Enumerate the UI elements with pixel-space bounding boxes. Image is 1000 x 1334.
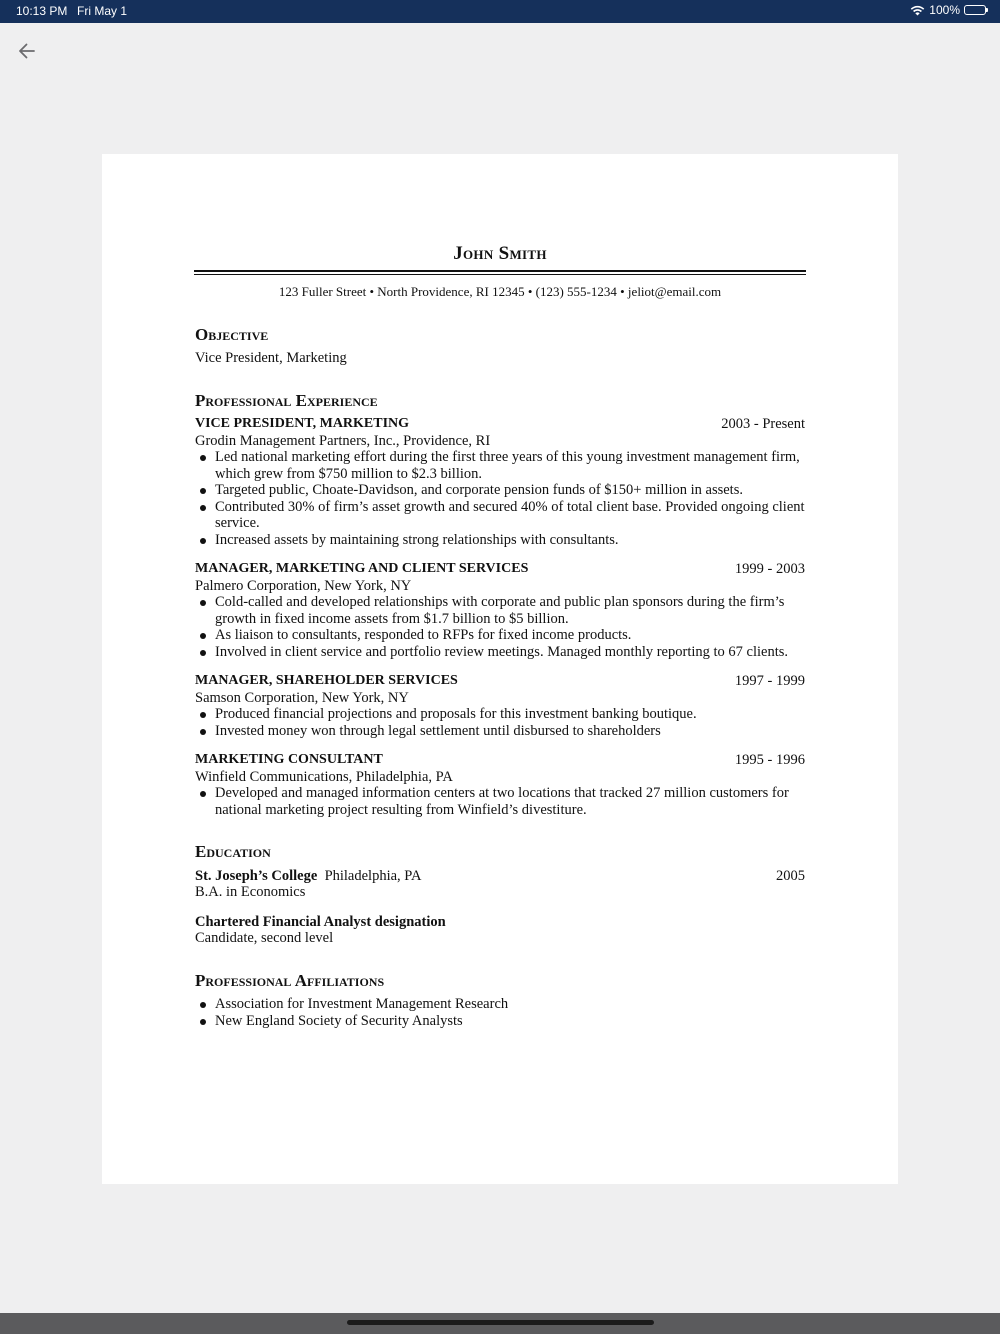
arrow-left-icon: [17, 41, 37, 61]
job-title: MARKETING CONSULTANT: [195, 752, 383, 767]
status-time: 10:13 PM: [16, 4, 68, 18]
certification-title: Chartered Financial Analyst designation: [195, 913, 446, 930]
job-entry: [195, 752, 805, 818]
battery-percent: 100%: [929, 3, 960, 17]
section-title-affiliations: Professional Affiliations: [195, 970, 385, 990]
contact-info: 123 Fuller Street • North Providence, RI 12345 • (123) 555-1234 • jeliot@email.com: [278, 284, 722, 299]
status-right: [910, 3, 986, 17]
back-button[interactable]: [14, 38, 40, 64]
job-bullets: [195, 449, 805, 548]
school-location: Philadelphia, PA: [324, 867, 422, 884]
job-bullets: [195, 785, 805, 818]
job-title: VICE PRESIDENT, MARKETING: [195, 416, 410, 431]
home-indicator-bar[interactable]: [347, 1320, 654, 1325]
list-item: Produced financial projections and proposals for this investment banking boutique.: [195, 706, 805, 723]
school-name: St. Joseph’s College: [195, 867, 318, 884]
objective-text: Vice President, Marketing: [195, 350, 347, 366]
section-title-objective: Objective: [195, 324, 269, 344]
certification-detail: Candidate, second level: [195, 930, 334, 946]
list-item: Developed and managed information centers at two locations that tracked 27 million customers for national marketing project resulting from Winfield’s divestiture.: [195, 785, 805, 818]
list-item: Increased assets by maintaining strong relationships with consultants.: [195, 532, 805, 549]
list-item: Association for Investment Management Research: [195, 996, 805, 1013]
list-item: Involved in client service and portfolio review meetings. Managed monthly reporting to 67 clients.: [195, 644, 805, 661]
list-item: Contributed 30% of firm’s asset growth and secured 40% of total client base. Provided ongoing client service.: [195, 499, 805, 532]
home-indicator: [0, 1313, 1000, 1334]
status-date: Fri May 1: [77, 4, 128, 18]
battery-icon: [964, 5, 986, 15]
section-title-experience: Professional Experience: [195, 390, 378, 410]
list-item: New England Society of Security Analysts: [195, 1013, 805, 1030]
job-company: Grodin Management Partners, Inc., Providence, RI: [195, 432, 491, 449]
list-item: Targeted public, Choate-Davidson, and corporate pension funds of $150+ million in assets.: [195, 482, 805, 499]
resume-name: John Smith: [453, 243, 547, 264]
status-bar: [0, 0, 1000, 23]
degree: B.A. in Economics: [195, 884, 306, 900]
job-dates: 1995 - 1996: [734, 752, 805, 768]
graduation-year: 2005: [776, 867, 805, 884]
job-dates: 2003 - Present: [721, 416, 805, 432]
document-page: [102, 154, 898, 1184]
job-company: Winfield Communications, Philadelphia, PA: [195, 768, 453, 785]
affiliations-list: [195, 996, 805, 1029]
job-entry: [195, 561, 805, 660]
job-entry: [195, 673, 805, 739]
certification-entry: [195, 914, 805, 947]
job-dates: 1999 - 2003: [734, 561, 805, 577]
list-item: Cold-called and developed relationships with corporate and public plan sponsors during the firm’s growth in fixed income assets from $1.7 billion to $5 billion.: [195, 594, 805, 627]
job-company: Samson Corporation, New York, NY: [195, 689, 409, 706]
list-item: As liaison to consultants, responded to RFPs for fixed income products.: [195, 627, 805, 644]
job-company: Palmero Corporation, New York, NY: [195, 577, 412, 594]
job-entry: [195, 416, 805, 548]
job-title: MANAGER, SHAREHOLDER SERVICES: [195, 673, 458, 688]
job-title: MANAGER, MARKETING AND CLIENT SERVICES: [195, 561, 529, 576]
resume: [195, 243, 805, 1029]
education-entry: [195, 868, 805, 901]
wifi-icon: [910, 5, 925, 16]
list-item: Led national marketing effort during the first three years of this young investment management firm, which grew from $750 million to $2.3 billion.: [195, 449, 805, 482]
job-dates: 1997 - 1999: [734, 673, 805, 689]
section-title-education: Education: [195, 842, 271, 861]
job-bullets: [195, 706, 805, 739]
job-bullets: [195, 594, 805, 660]
name-divider: [194, 270, 806, 275]
list-item: Invested money won through legal settlement until disbursed to shareholders: [195, 723, 805, 740]
